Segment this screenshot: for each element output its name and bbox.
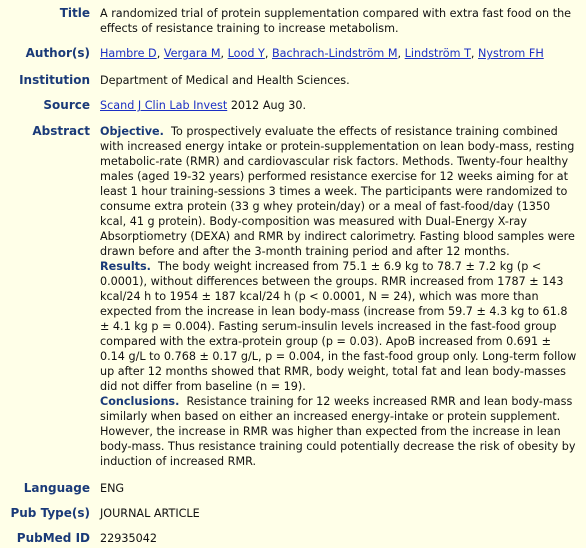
conclusions-heading: Conclusions. — [100, 395, 180, 408]
abstract-row — [0, 124, 578, 469]
source-label: Source — [43, 98, 90, 112]
title-row — [0, 6, 578, 36]
abstract-conclusions — [100, 394, 578, 469]
results-text: The body weight increased from 75.1 ± 6.9 kg to 78.7 ± 7.2 kg (p < 0.0001), without differences between the groups. RMR increased from 1787 ± 143 kcal/24 h to 1954 ± 187 kcal/24 h (p < 0.0001, N = 24), which was more than expected from the increase in lean body-mass (increase from 59.7 ± 4.3 kg to 61.8 ± 4.1 kg p = 0.004). Fasting serum-insulin levels increased in the fast-food group compared with the extra-protein group (p = 0.03). ApoB increased from 0.691 ± 0.14 g/L to 0.768 ± 0.17 g/L, p = 0.004, in the fast-food group only. Long-term follow up after 12 months showed that RMR, body weight, total fat and lean body-masses did not differ from baseline (n = 19). — [100, 260, 577, 393]
source-row — [0, 98, 578, 113]
language-label: Language — [23, 481, 90, 495]
title-value: A randomized trial of protein supplementation compared with extra fast food on the effects of resistance training to increase metabolism. — [100, 7, 572, 35]
author-link[interactable]: Hambre D — [100, 47, 157, 60]
objective-text: To prospectively evaluate the effects of resistance training combined with increased energy intake or protein-supplementation on lean body-mass, resting metabolic-rate (RMR) and cardiovascular risk factors. Methods. Twenty-four healthy males (aged 19-32 years) performed resistance exercise for 12 weeks aiming for at least 1 hour training-sessions 3 times a week. The participants were randomized to consume extra protein (33 g whey protein/day) or a meal of fast-food/day (1350 kcal, 41 g protein). Body-composition was measured with Dual-Energy X-ray Absorptiometry (DEXA) and RMR by indirect calorimetry. Fasting blood samples were drawn before and after the 3-month training period and after 12 months. — [100, 125, 575, 258]
pubmed-id-value: 22935042 — [100, 532, 157, 545]
abstract-results — [100, 259, 578, 394]
language-value: ENG — [100, 482, 125, 495]
pub-types-value: JOURNAL ARTICLE — [100, 507, 200, 520]
title-label: Title — [59, 6, 90, 20]
source-date: 2012 Aug 30. — [230, 99, 307, 112]
journal-link[interactable]: Scand J Clin Lab Invest — [100, 99, 228, 112]
pubmed-id-label: PubMed ID — [16, 531, 90, 545]
institution-value: Department of Medical and Health Sciences. — [100, 74, 350, 87]
author-link[interactable]: Lood Y — [227, 47, 265, 60]
language-row — [0, 481, 578, 496]
abstract-label: Abstract — [32, 124, 90, 138]
author-link[interactable]: Bachrach-Lindström M — [271, 47, 398, 60]
abstract-value — [100, 124, 578, 469]
results-heading: Results. — [100, 260, 151, 273]
source-value — [100, 98, 578, 113]
author-link[interactable]: Nystrom FH — [478, 47, 544, 60]
pubmed-id-row — [0, 531, 578, 546]
author-link[interactable]: Vergara M — [163, 47, 221, 60]
pub-types-label: Pub Type(s) — [10, 506, 90, 520]
abstract-objective — [100, 124, 578, 259]
institution-row — [0, 73, 578, 88]
authors-value: Hambre D, Vergara M, Lood Y, Bachrach-Lindström M, Lindström T, Nystrom FH — [100, 47, 544, 60]
pub-types-row — [0, 506, 578, 521]
authors-row — [0, 46, 578, 61]
author-link[interactable]: Lindström T — [404, 47, 471, 60]
authors-label: Author(s) — [25, 46, 90, 60]
institution-label: Institution — [19, 73, 90, 87]
conclusions-text: Resistance training for 12 weeks increased RMR and lean body-mass similarly when based on either an increased energy-intake or protein supplement. However, the increase in RMR was higher than expected from the increase in lean body-mass. Thus resistance training could potentially decrease the risk of obesity by induction of increased RMR. — [100, 395, 576, 468]
objective-heading: Objective. — [100, 125, 164, 138]
